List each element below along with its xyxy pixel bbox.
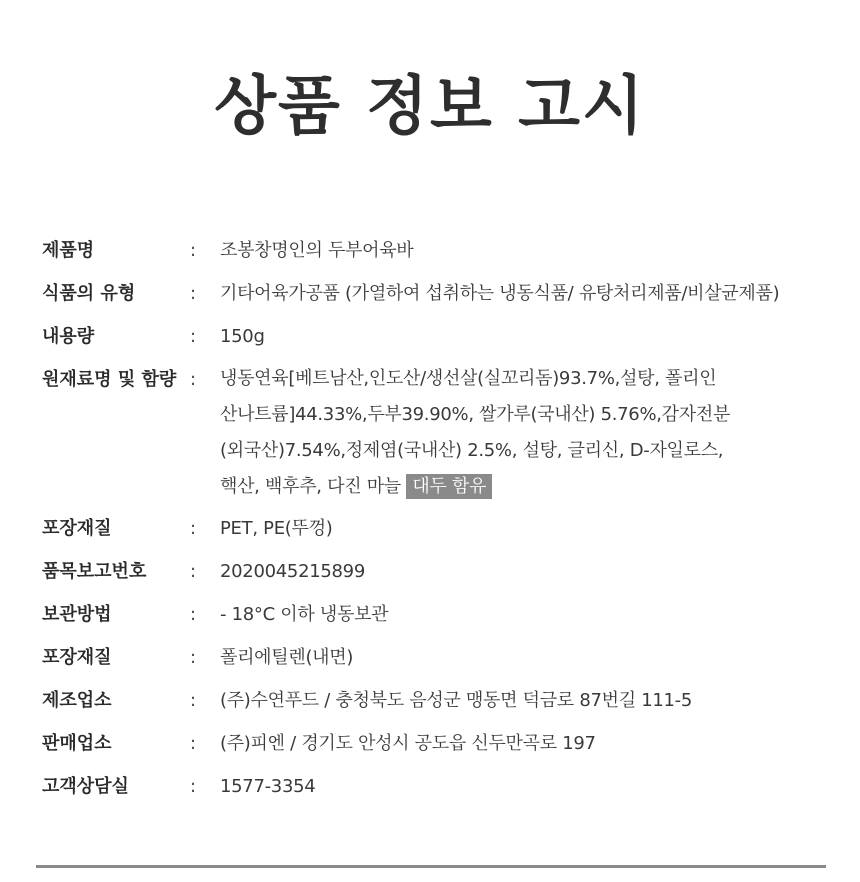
colon-separator: : [190,369,197,390]
info-label: 포장재질 [42,518,112,539]
info-value: 1577-3354 [220,776,316,797]
colon-separator: : [190,518,197,539]
info-row-ingredients [42,361,822,505]
colon-separator: : [190,647,197,668]
info-row-storage [42,596,822,634]
info-value: 폴리에틸렌(내면) [220,647,354,668]
colon-separator: : [190,690,197,711]
allergen-badge: 대두 함유 [406,474,492,499]
info-value: - 18°C 이하 냉동보관 [220,604,389,625]
info-value: 조봉창명인의 두부어육바 [220,240,414,261]
info-row-product-name [42,232,822,270]
ingredients-line-last [220,469,822,505]
info-value: (주)수연푸드 / 충청북도 음성군 맹동면 덕금로 87번길 111-5 [220,690,693,711]
page-title: 상품 정보 고시 [214,70,646,144]
info-row-report-number [42,553,822,591]
info-label: 포장재질 [42,647,112,668]
bottom-divider [36,865,826,868]
colon-separator: : [190,326,197,347]
info-label: 판매업소 [42,733,112,754]
info-label: 품목보고번호 [42,561,147,582]
ingredients-line: 냉동연육[베트남산,인도산/생선살(실꼬리돔)93.7%,설탕, 폴리인 [220,368,717,389]
info-label: 원재료명 및 함량 [42,369,177,390]
info-row-customer-service [42,768,822,806]
ingredients-line: 산나트륨]44.33%,두부39.90%, 쌀가루(국내산) 5.76%,감자전분 [220,404,731,425]
info-value: 2020045215899 [220,561,365,582]
info-row-content-amount [42,318,822,356]
info-row-manufacturer [42,682,822,720]
ingredients-line: (외국산)7.54%,정제염(국내산) 2.5%, 설탕, 글리신, D-자일로스, [220,440,724,461]
info-row-packaging [42,510,822,548]
colon-separator: : [190,776,197,797]
info-row-seller [42,725,822,763]
product-info-list [42,232,822,811]
info-label: 내용량 [42,326,95,347]
ingredients-line: 핵산, 백후추, 다진 마늘 [220,476,401,497]
colon-separator: : [190,733,197,754]
info-label: 보관방법 [42,604,112,625]
colon-separator: : [190,604,197,625]
info-value: 기타어육가공품 (가열하여 섭취하는 냉동식품/ 유탕처리제품/비살균제품) [220,283,780,304]
info-label: 제품명 [42,240,95,261]
info-value: (주)피엔 / 경기도 안성시 공도읍 신두만곡로 197 [220,733,596,754]
info-row-packaging-inner [42,639,822,677]
colon-separator: : [190,283,197,304]
info-label: 제조업소 [42,690,112,711]
ingredients-value [220,361,822,505]
colon-separator: : [190,240,197,261]
info-value: 150g [220,326,265,347]
info-label: 식품의 유형 [42,283,136,304]
info-value: PET, PE(뚜껑) [220,518,333,539]
info-row-food-type [42,275,822,313]
colon-separator: : [190,561,197,582]
info-label: 고객상담실 [42,776,129,797]
